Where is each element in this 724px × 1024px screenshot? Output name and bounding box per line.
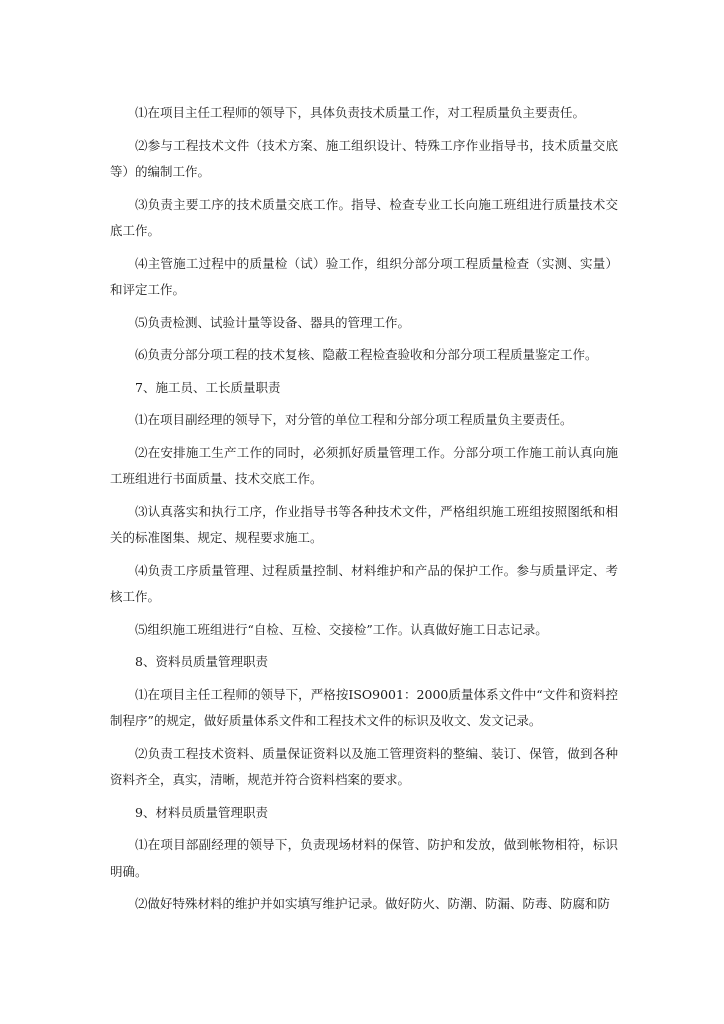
paragraph-item-7-4: ⑷负责工序质量管理、过程质量控制、材料维护和产品的保护工作。参与质量评定、考核工作。 <box>110 562 618 604</box>
paragraph-item-6: ⑹负责分部分项工程的技术复核、隐蔽工程检查验收和分部分项工程质量鉴定工作。 <box>135 347 598 362</box>
paragraph-item-3: ⑶负责主要工序的技术质量交底工作。指导、检查专业工长向施工班组进行质量技术交底工作。 <box>110 196 618 238</box>
paragraph-item-7-2: ⑵在安排施工生产工作的同时，必须抓好质量管理工作。分部分项工作施工前认真向施工班组进行书面质量、技术交底工作。 <box>110 444 618 486</box>
paragraph-item-1: ⑴在项目主任工程师的领导下，具体负责技术质量工作，对工程质量负主要责任。 <box>135 105 586 120</box>
paragraph-item-9-1: ⑴在项目部副经理的领导下，负责现场材料的保管、防护和发放，做到帐物相符，标识明确。 <box>110 837 618 879</box>
paragraph-item-7-5: ⑸组织施工班组进行“自检、互检、交接检”工作。认真做好施工日志记录。 <box>135 621 548 637</box>
paragraph-item-7-3: ⑶认真落实和执行工序，作业指导书等各种技术文件，严格组织施工班组按照图纸和相关的标准图集、规定、规程要求施工。 <box>110 503 618 545</box>
paragraph-item-2: ⑵参与工程技术文件（技术方案、施工组织设计、特殊工序作业指导书，技术质量交底等）的编制工作。 <box>110 137 618 179</box>
paragraph-item-8-1: ⑴在项目主任工程师的领导下，严格按ISO9001：2000质量体系文件中“文件和资料控制程序”的规定，做好质量体系文件和工程技术文件的标识及收文、发文记录。 <box>110 686 618 728</box>
section-heading-7: 7、施工员、工长质量职责 <box>135 379 281 395</box>
document-body <box>110 100 618 924</box>
paragraph-item-4: ⑷主管施工过程中的质量检（试）验工作，组织分部分项工程质量检查（实测、实量）和评定工作。 <box>110 255 618 297</box>
paragraph-item-9-2: ⑵做好特殊材料的维护并如实填写维护记录。做好防火、防潮、防漏、防毒、防腐和防 <box>135 896 611 911</box>
paragraph-item-7-1: ⑴在项目副经理的领导下，对分管的单位工程和分部分项工程质量负主要责任。 <box>135 412 573 427</box>
paragraph-item-5: ⑸负责检测、试验计量等设备、器具的管理工作。 <box>135 314 411 330</box>
paragraph-item-8-2: ⑵负责工程技术资料、质量保证资料以及施工管理资料的整编、装订、保管，做到各种资料齐全，真实，清晰，规范并符合资料档案的要求。 <box>110 745 618 787</box>
section-heading-9: 9、材料员质量管理职责 <box>135 804 268 820</box>
section-heading-8: 8、资料员质量管理职责 <box>135 654 268 669</box>
